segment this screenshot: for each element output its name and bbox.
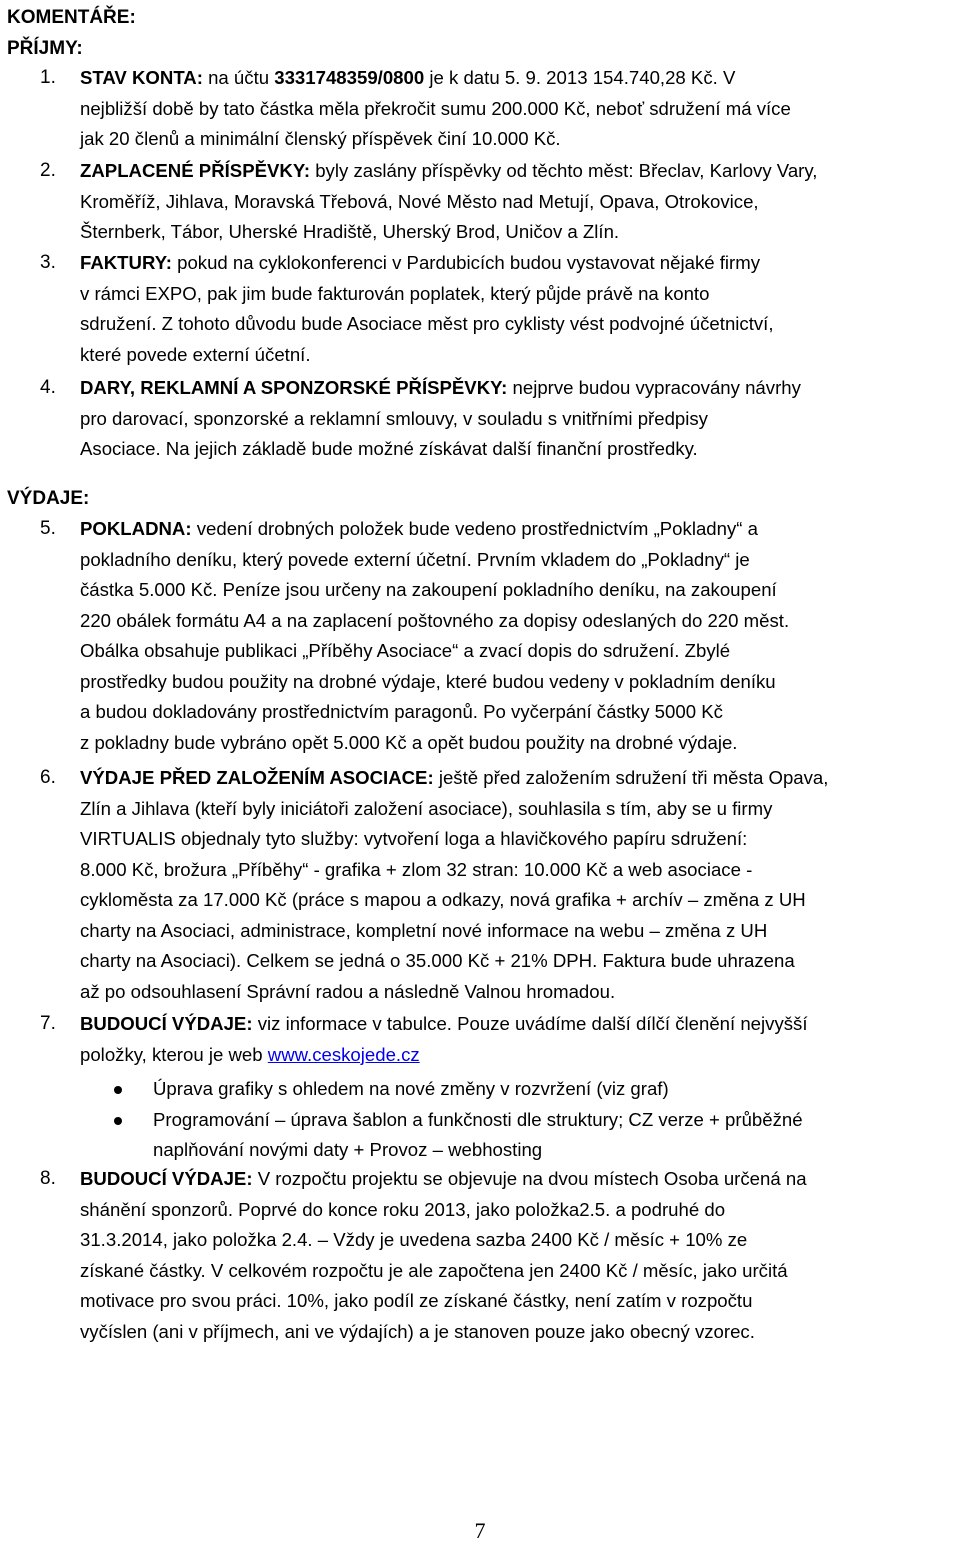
bold-label: FAKTURY: xyxy=(80,252,172,273)
text-segment: Zlín a Jihlava (kteří byly iniciátoři založení asociace), souhlasila s tím, aby se u firmy xyxy=(80,797,773,819)
text-segment: nejprve budou vypracovány návrhy xyxy=(507,377,801,398)
text-line xyxy=(80,63,791,94)
text-line xyxy=(80,1195,807,1226)
list-item-number: 1. xyxy=(40,67,56,88)
text-line xyxy=(80,156,817,187)
text-line xyxy=(80,1164,807,1195)
text-segment: viz informace v tabulce. Pouze uvádíme další dílčí členění nejvyšší xyxy=(252,1013,808,1034)
text-segment: a budou dokladovány prostřednictvím paragonů. Po vyčerpání částky 5000 Kč xyxy=(80,701,723,722)
heading-income: PŘÍJMY: xyxy=(7,38,83,59)
text-segment: pokud na cyklokonferenci v Pardubicích budou vystavovat nějaké firmy xyxy=(171,252,761,273)
text-line xyxy=(80,794,828,825)
text-segment: Obálka obsahuje publikaci „Příběhy Asociace“ a zvací dopis do sdružení. Zbylé xyxy=(80,640,731,661)
text-line xyxy=(80,187,817,218)
text-segment: nejbližší době by tato částka měla překročit sumu 200.000 Kč, neboť sdružení má více xyxy=(80,97,791,119)
list-item-text xyxy=(80,156,817,248)
text-line xyxy=(80,636,789,667)
text-line: Úprava grafiky s ohledem na nové změny v rozvržení (viz graf) xyxy=(153,1078,669,1099)
bold-label: BUDOUCÍ VÝDAJE: xyxy=(80,1168,253,1189)
text-segment: Kroměříž, Jihlava, Moravská Třebová, Nové Město nad Metují, Opava, Otrokovice, xyxy=(80,190,759,212)
text-line xyxy=(80,514,789,545)
text-segment: v rámci EXPO, pak jim bude fakturován poplatek, který půjde právě na konto xyxy=(80,282,710,304)
bold-label: VÝDAJE PŘED ZALOŽENÍM ASOCIACE: xyxy=(80,767,434,788)
text-line xyxy=(80,728,789,759)
list-item-number: 3. xyxy=(40,252,56,273)
bold-label: 3331748359/0800 xyxy=(274,67,425,88)
list-item-text xyxy=(80,1009,808,1070)
text-segment: položky, kterou je web xyxy=(80,1043,268,1065)
text-line xyxy=(80,946,828,977)
text-segment: které povede externí účetní. xyxy=(80,343,311,365)
text-line xyxy=(80,977,828,1008)
text-segment: 8.000 Kč, brožura „Příběhy“ - grafika + zlom 32 stran: 10.000 Kč a web asociace - xyxy=(80,858,753,880)
page-number: 7 xyxy=(474,1518,486,1543)
text-segment: motivace pro svou práci. 10%, jako podíl ze získané částky, není zatím v rozpočtu xyxy=(80,1290,753,1311)
text-segment: až po odsouhlasení Správní radou a následně Valnou hromadou. xyxy=(80,980,616,1002)
bold-label: BUDOUCÍ VÝDAJE: xyxy=(80,1013,253,1034)
heading-expenses: VÝDAJE: xyxy=(7,488,90,509)
text-line: Programování – úprava šablon a funkčnosti dle struktury; CZ verze + průběžné xyxy=(153,1108,803,1130)
text-segment: pokladního deníku, který povede externí účetní. Prvním vkladem do „Pokladny“ je xyxy=(80,548,750,570)
list-item-number: 7. xyxy=(40,1013,56,1034)
list-item-text xyxy=(80,763,828,1007)
text-segment: částka 5.000 Kč. Peníze jsou určeny na zakoupení pokladního deníku, na zakoupení xyxy=(80,579,777,600)
list-item-number: 4. xyxy=(40,377,56,398)
text-line xyxy=(80,94,791,125)
text-segment: cykloměsta za 17.000 Kč (práce s mapou a odkazy, nová grafika + archív – změna z UH xyxy=(80,889,806,910)
text-segment: V rozpočtu projektu se objevuje na dvou místech Osoba určená na xyxy=(252,1168,807,1189)
text-segment: 220 obálek formátu A4 a na zaplacení poštovného za dopisy odeslaných do 220 měst. xyxy=(80,609,790,631)
bullet-icon xyxy=(114,1086,122,1094)
list-item-text xyxy=(80,248,774,370)
text-line xyxy=(80,855,828,886)
text-segment: z pokladny bude vybráno opět 5.000 Kč a opět budou použity na drobné výdaje. xyxy=(80,731,738,753)
text-line xyxy=(80,606,789,637)
text-segment: vedení drobných položek bude vedeno prostřednictvím „Pokladny“ a xyxy=(191,518,758,539)
bold-label: ZAPLACENÉ PŘÍSPĚVKY: xyxy=(80,160,311,181)
text-segment: Asociace. Na jejich základě bude možné získávat další finanční prostředky. xyxy=(80,438,698,459)
text-segment: získané částky. V celkovém rozpočtu je ale započtena jen 2400 Kč / měsíc, jako určitá xyxy=(80,1259,788,1281)
text-line xyxy=(80,1040,808,1071)
text-line: naplňování novými daty + Provoz – webhosting xyxy=(153,1139,543,1160)
bold-label: STAV KONTA: xyxy=(80,67,203,88)
list-item-number: 2. xyxy=(40,160,56,181)
text-line xyxy=(80,885,828,916)
text-segment: na účtu xyxy=(202,67,275,88)
text-line xyxy=(80,916,828,947)
text-segment: prostředky budou použity na drobné výdaje, které budou vedeny v pokladním deníku xyxy=(80,670,776,692)
website-link[interactable]: www.ceskojede.cz xyxy=(267,1043,420,1065)
text-segment: sdružení. Z tohoto důvodu bude Asociace měst pro cyklisty vést podvojné účetnictví, xyxy=(80,313,774,334)
bullet-text xyxy=(153,1074,669,1105)
text-segment: VIRTUALIS objednaly tyto služby: vytvoření loga a hlavičkového papíru sdružení: xyxy=(80,828,748,849)
bullet-icon xyxy=(114,1117,122,1125)
text-line xyxy=(80,248,774,279)
text-line xyxy=(80,575,789,606)
text-line xyxy=(80,697,789,728)
text-line xyxy=(80,1256,807,1287)
text-line xyxy=(80,763,828,794)
text-line xyxy=(80,340,774,371)
text-segment: shánění sponzorů. Poprvé do konce roku 2013, jako položka2.5. a podruhé do xyxy=(80,1198,726,1220)
list-item-text xyxy=(80,514,789,758)
text-line xyxy=(80,373,801,404)
bold-label: DARY, REKLAMNÍ A SPONZORSKÉ PŘÍSPĚVKY: xyxy=(80,377,508,398)
text-segment: vyčíslen (ani v příjmech, ani ve výdajích) a je stanoven pouze jako obecný vzorec. xyxy=(80,1320,755,1342)
heading-comments: KOMENTÁŘE: xyxy=(7,7,136,28)
text-line xyxy=(80,667,789,698)
text-segment: jak 20 členů a minimální členský příspěvek činí 10.000 Kč. xyxy=(80,128,561,149)
text-segment: byly zaslány příspěvky od těchto měst: Břeclav, Karlovy Vary, xyxy=(310,160,818,181)
text-line xyxy=(80,824,828,855)
list-item-text xyxy=(80,63,791,155)
bold-label: POKLADNA: xyxy=(80,518,192,539)
text-segment: Šternberk, Tábor, Uherské Hradiště, Uherský Brod, Uničov a Zlín. xyxy=(80,221,620,242)
text-line xyxy=(80,1317,807,1348)
list-item-number: 8. xyxy=(40,1168,56,1189)
text-line xyxy=(80,279,774,310)
list-item-text xyxy=(80,1164,807,1347)
text-line xyxy=(80,309,774,340)
text-line xyxy=(80,434,801,465)
text-line xyxy=(80,217,817,248)
text-line xyxy=(80,1009,808,1040)
text-segment: je k datu 5. 9. 2013 154.740,28 Kč. V xyxy=(424,67,736,88)
text-segment: ještě před založením sdružení tři města Opava, xyxy=(433,767,829,788)
list-item-number: 6. xyxy=(40,767,56,788)
text-segment: charty na Asociaci). Celkem se jedná o 35.000 Kč + 21% DPH. Faktura bude uhrazena xyxy=(80,950,795,971)
text-line xyxy=(80,1225,807,1256)
text-line xyxy=(80,545,789,576)
text-segment: pro darovací, sponzorské a reklamní smlouvy, v souladu s vnitřními předpisy xyxy=(80,407,708,429)
list-item-text xyxy=(80,373,801,465)
text-line xyxy=(80,1286,807,1317)
text-segment: 31.3.2014, jako položka 2.4. – Vždy je uvedena sazba 2400 Kč / měsíc + 10% ze xyxy=(80,1229,748,1250)
text-line xyxy=(80,124,791,155)
text-segment: charty na Asociaci, administrace, kompletní nové informace na webu – změna z UH xyxy=(80,919,768,941)
text-line xyxy=(80,404,801,435)
list-item-number: 5. xyxy=(40,518,56,539)
bullet-text xyxy=(153,1105,803,1166)
